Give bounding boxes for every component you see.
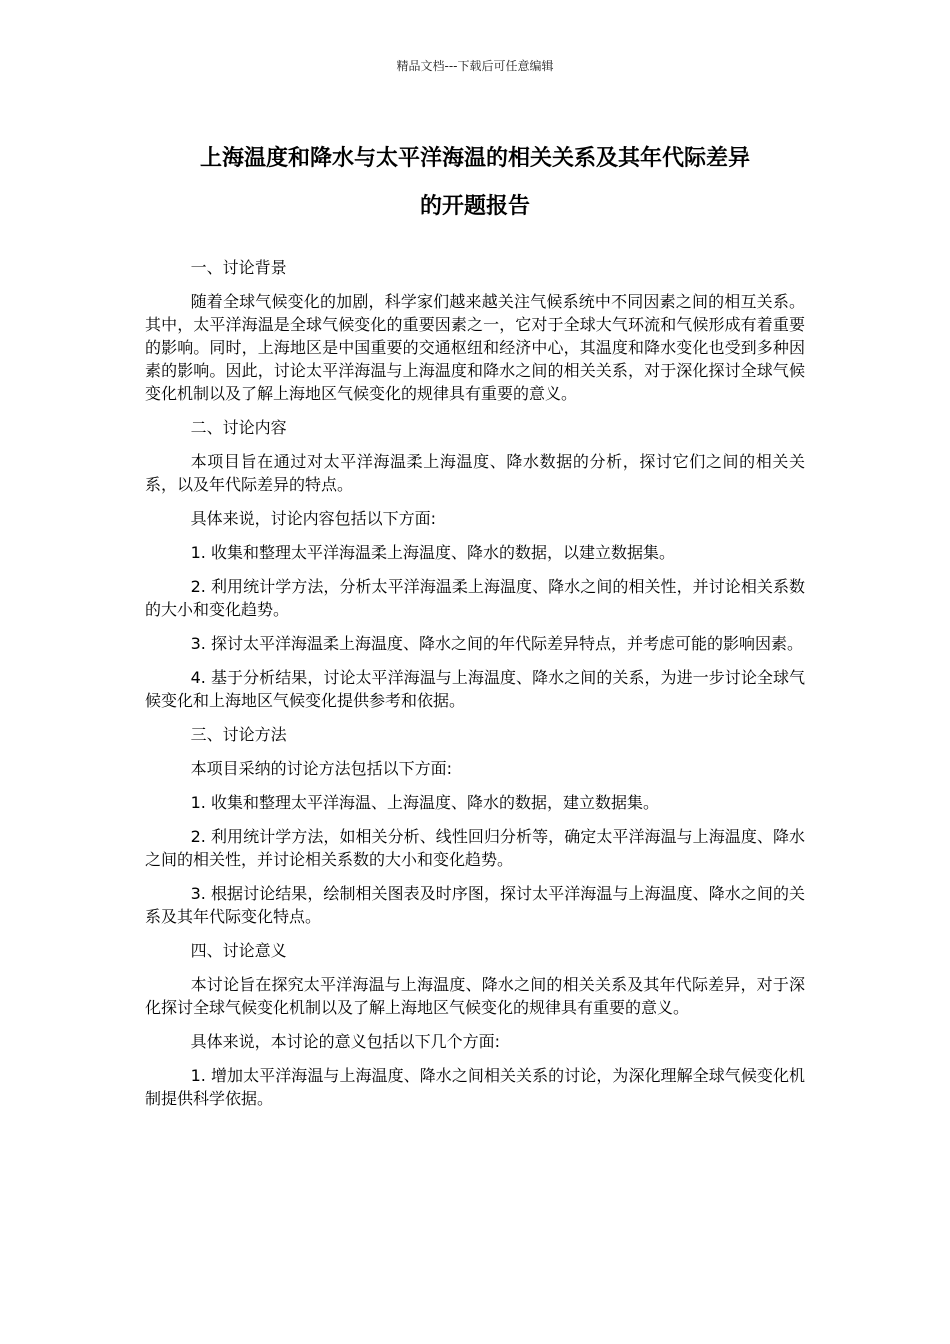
list-item: 4. 基于分析结果，讨论太平洋海温与上海温度、降水之间的关系，为进一步讨论全球气候变化和上海地区气候变化提供参考和依据。 [145, 668, 805, 710]
list-item: 3. 探讨太平洋海温柔上海温度、降水之间的年代际差异特点，并考虑可能的影响因素。 [190, 634, 803, 653]
paragraph: 具体来说，讨论内容包括以下方面: [190, 509, 436, 528]
list-item: 2. 利用统计学方法，如相关分析、线性回归分析等，确定太平洋海温与上海温度、降水之间的相关性，并讨论相关系数的大小和变化趋势。 [145, 827, 805, 869]
title-line-2: 的开题报告 [419, 194, 530, 219]
paragraph: 具体来说，本讨论的意义包括以下几个方面: [190, 1032, 500, 1051]
paragraph: 本项目采纳的讨论方法包括以下方面: [190, 759, 452, 778]
header-note: 精品文档---下载后可任意编辑 [396, 59, 554, 73]
paragraph: 随着全球气候变化的加剧，科学家们越来越关注气候系统中不同因素之间的相互关系。其中，太平洋海温是全球气候变化的重要因素之一，它对于全球大气环流和气候形成有着重要的影响。同时，上海地区是中国重要的交通枢纽和经济中心，其温度和降水变化也受到多种因素的影响。因此，讨论太平洋海温与上海温度和降水之间的相关关系，对于深化探讨全球气候变化机制以及了解上海地区气候变化的规律具有重要的意义。 [145, 292, 805, 403]
list-item: 1. 收集和整理太平洋海温柔上海温度、降水的数据，以建立数据集。 [190, 543, 675, 562]
list-item: 1. 增加太平洋海温与上海温度、降水之间相关关系的讨论，为深化理解全球气候变化机制提供科学依据。 [145, 1066, 805, 1108]
title-line-1: 上海温度和降水与太平洋海温的相关关系及其年代际差异 [199, 146, 750, 171]
section-heading-background: 一、讨论背景 [190, 258, 287, 277]
paragraph: 本项目旨在通过对太平洋海温柔上海温度、降水数据的分析，探讨它们之间的相关关系，以及年代际差异的特点。 [145, 452, 805, 494]
page-title [145, 135, 805, 231]
document-body [145, 256, 805, 1121]
list-item: 1. 收集和整理太平洋海温、上海温度、降水的数据，建立数据集。 [190, 793, 659, 812]
list-item: 3. 根据讨论结果，绘制相关图表及时序图，探讨太平洋海温与上海温度、降水之间的关系及其年代际变化特点。 [145, 884, 805, 926]
list-item: 2. 利用统计学方法，分析太平洋海温柔上海温度、降水之间的相关性，并讨论相关系数的大小和变化趋势。 [145, 577, 805, 619]
section-heading-significance: 四、讨论意义 [190, 941, 287, 960]
section-heading-method: 三、讨论方法 [190, 725, 287, 744]
section-heading-content: 二、讨论内容 [190, 418, 287, 437]
paragraph: 本讨论旨在探究太平洋海温与上海温度、降水之间的相关关系及其年代际差异，对于深化探讨全球气候变化机制以及了解上海地区气候变化的规律具有重要的意义。 [145, 975, 805, 1017]
